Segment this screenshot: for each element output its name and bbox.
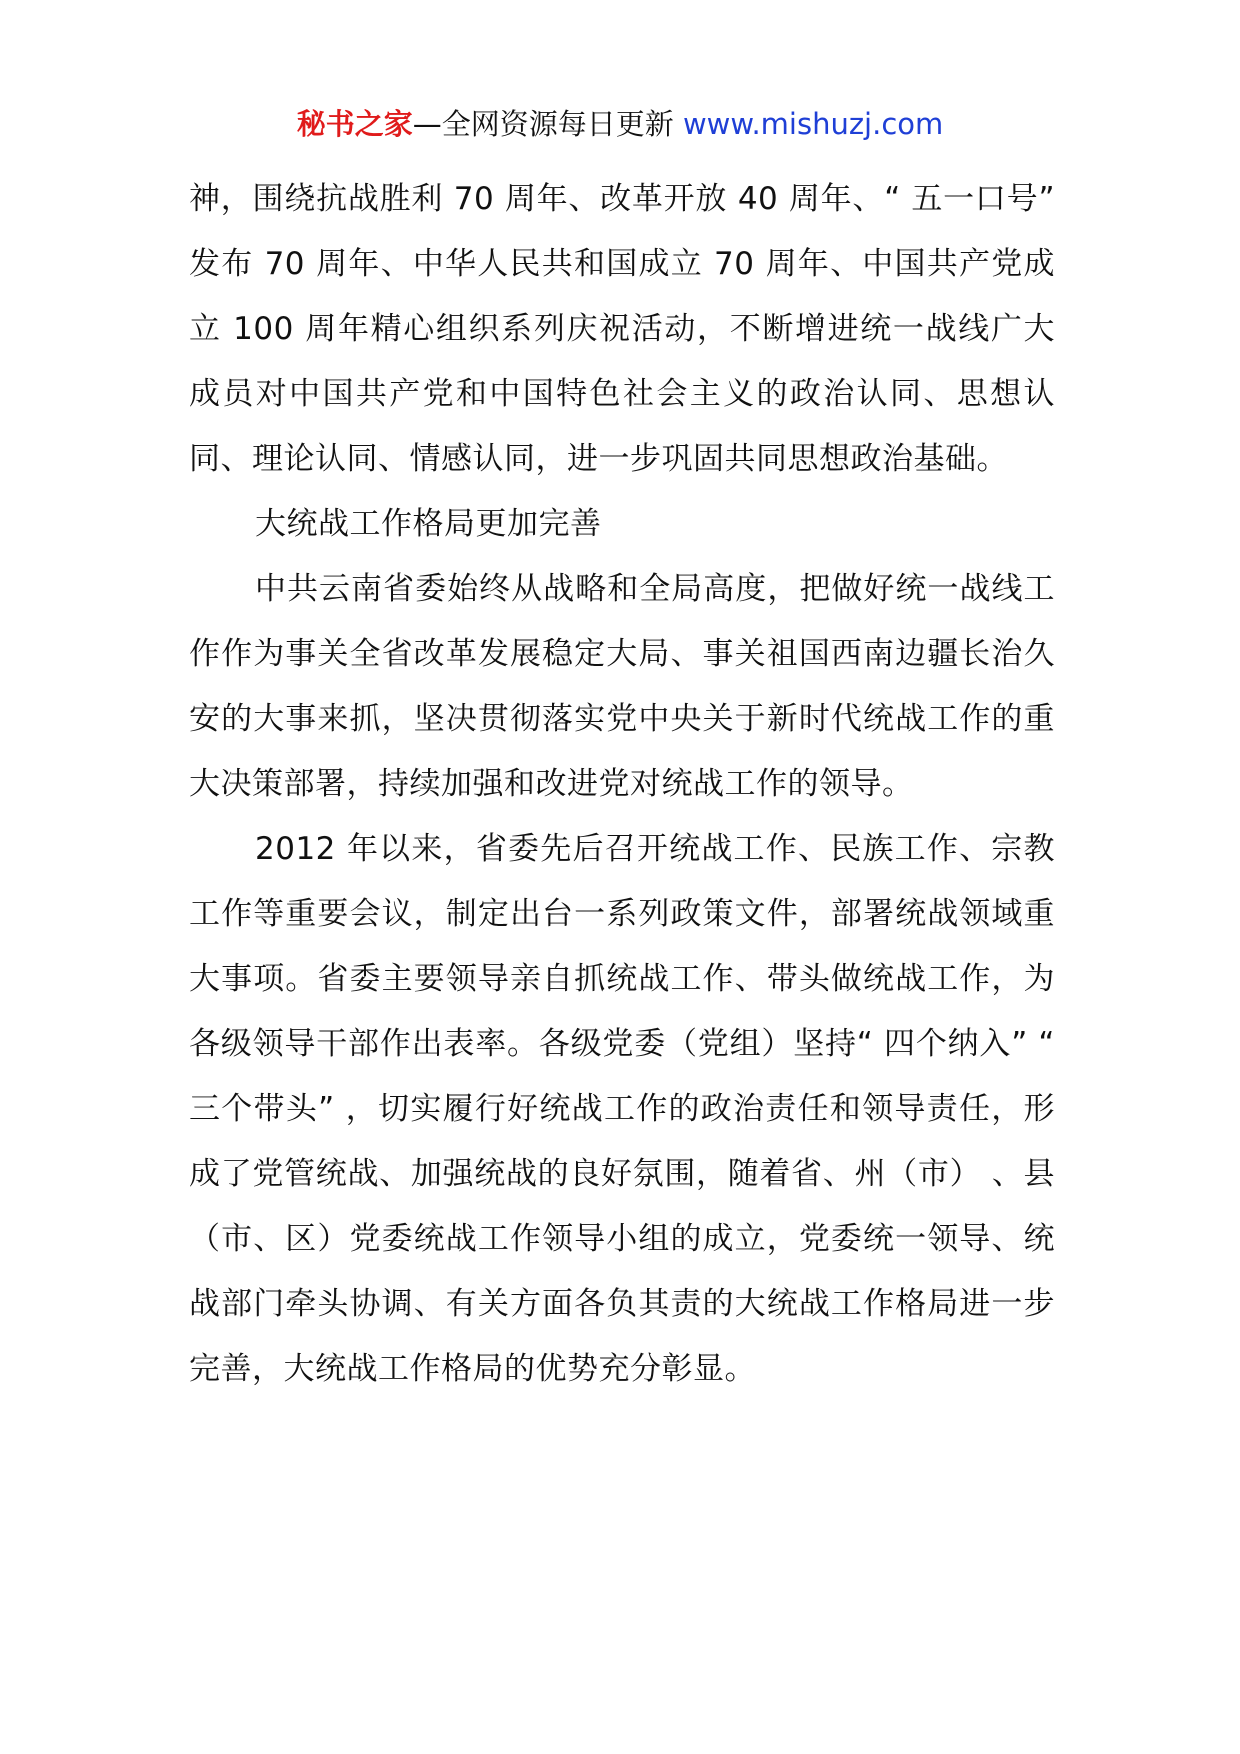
header-tagline: —全网资源每日更新 <box>412 107 674 141</box>
document-body <box>189 167 1055 1402</box>
paragraph: 2012 年以来，省委先后召开统战工作、民族工作、宗教工作等重要会议，制定出台一系列政策文件，部署统战领域重大事项。省委主要领导亲自抓统战工作、带头做统战工作，为各级领导干部作出表率。各级党委（党组）坚持“ 四个纳入” “ 三个带头” ，切实履行好统战工作的政治责任和领导责任，形成了党管统战、加强统战的良好氛围，随着省、州（市） 、县（市、区）党委统战工作领导小组的成立，党委统一领导、统战部门牵头协调、有关方面各负其责的大统战工作格局进一步完善，大统战工作格局的优势充分彰显。 <box>189 831 1055 1387</box>
page-header <box>0 102 1240 146</box>
paragraph: 中共云南省委始终从战略和全局高度，把做好统一战线工作作为事关全省改革发展稳定大局、事关祖国西南边疆长治久安的大事来抓，坚决贯彻落实党中央关于新时代统战工作的重大决策部署，持续加强和改进党对统战工作的领导。 <box>189 571 1055 802</box>
paragraph-continuation: 神，围绕抗战胜利 70 周年、改革开放 40 周年、“ 五一口号” 发布 70 周年、中华人民共和国成立 70 周年、中国共产党成立 100 周年精心组织系列庆祝活动，不断增进统一战线广大成员对中国共产党和中国特色社会主义的政治认同、思想认同、理论认同、情感认同，进一步巩固共同思想政治基础。 <box>189 181 1055 477</box>
brand-name: 秘书之家 <box>296 107 413 141</box>
site-url-link[interactable]: www.mishuzj.com <box>682 107 944 141</box>
section-heading: 大统战工作格局更加完善 <box>255 506 602 542</box>
